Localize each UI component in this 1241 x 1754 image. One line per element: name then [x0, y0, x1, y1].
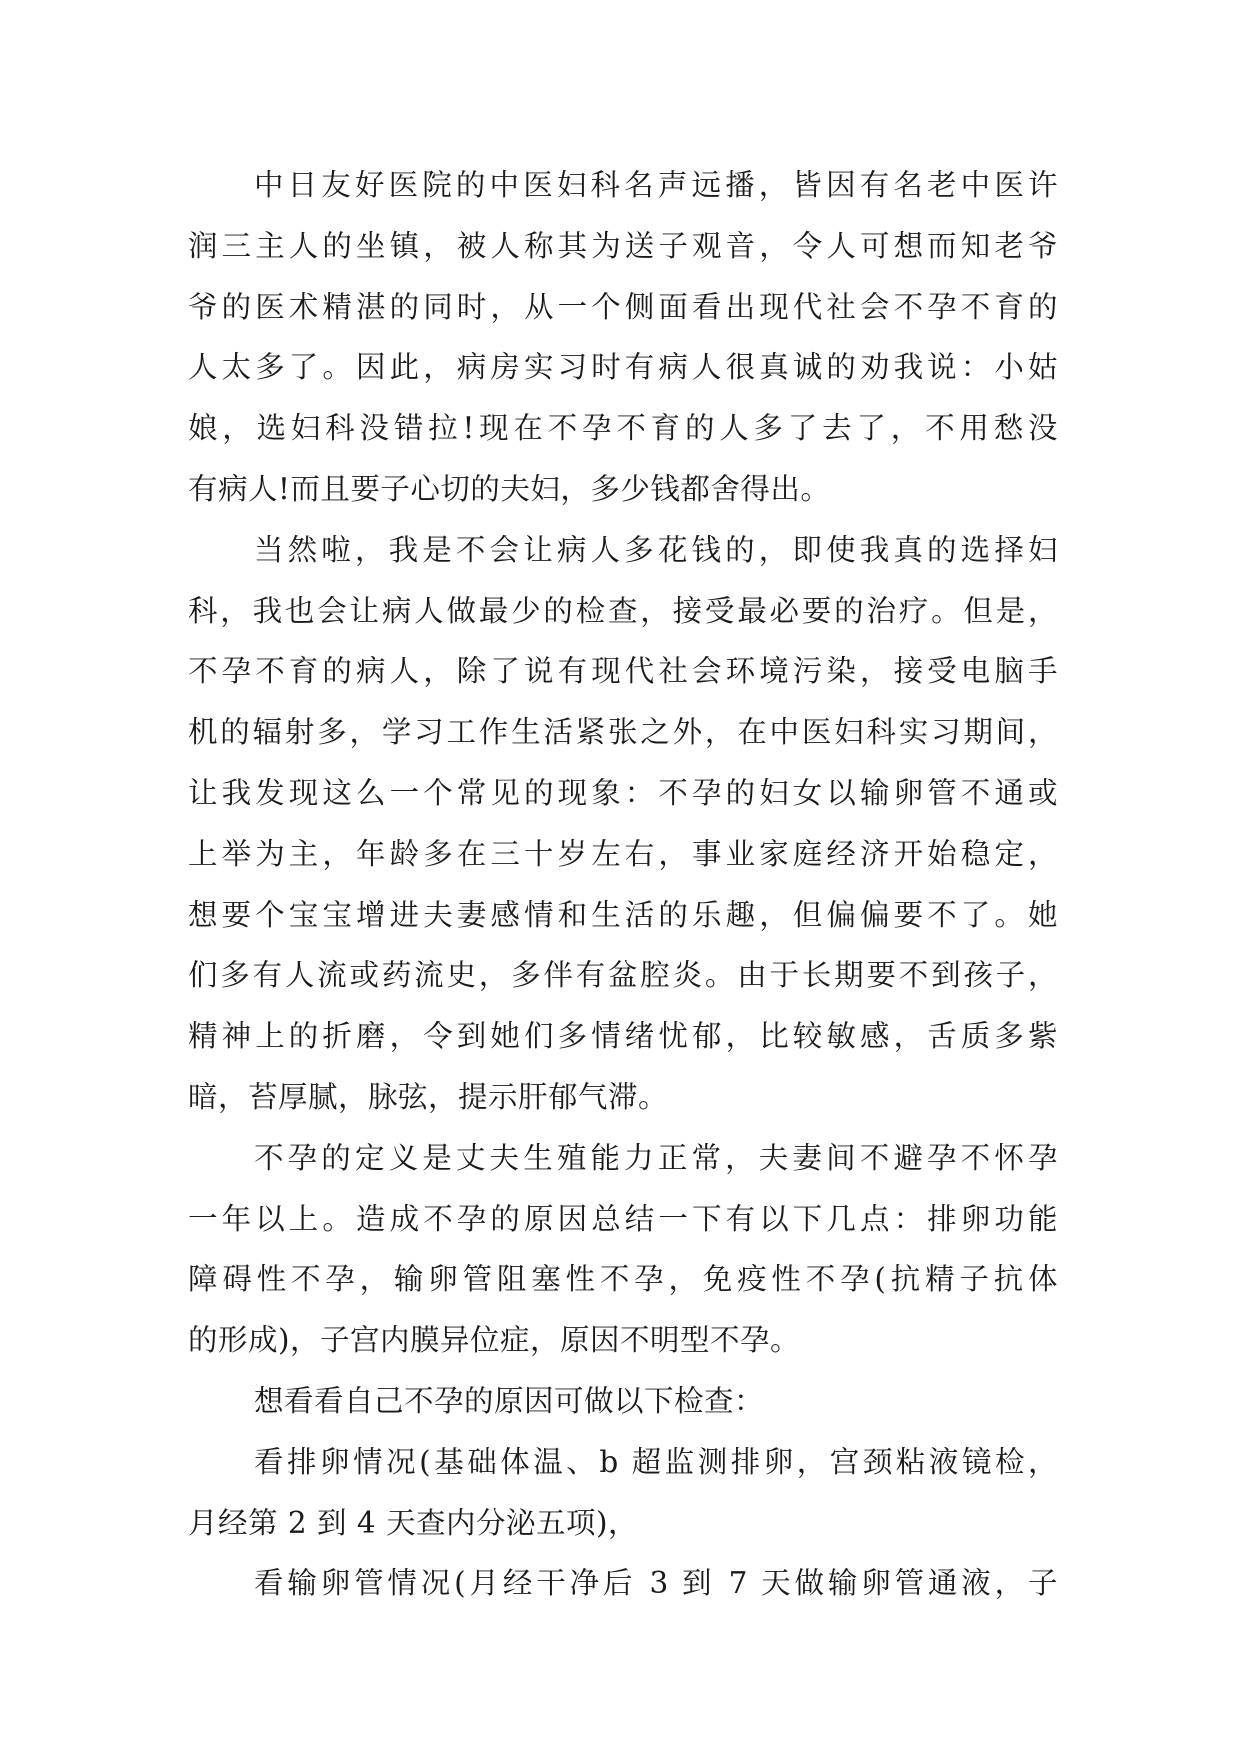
text-line: 月经第 2 到 4 天查内分泌五项)，	[188, 1505, 639, 1540]
paragraph-1	[188, 155, 1058, 520]
text-line: 想看看自己不孕的原因可做以下检查：	[254, 1383, 765, 1418]
document-page	[188, 155, 1058, 1614]
text-line: 不孕不育的病人，除了说有现代社会环境污染，接受电脑手	[188, 654, 1058, 689]
text-line: 上举为主，年龄多在三十岁左右，事业家庭经济开始稳定，	[188, 836, 1058, 871]
text-line: 中日友好医院的中医妇科名声远播，皆因有名老中医许	[254, 168, 1058, 202]
text-line: 不孕的定义是丈夫生殖能力正常，夫妻间不避孕不怀孕	[254, 1140, 1058, 1175]
text-line: 人太多了。因此，病房实习时有病人很真诚的劝我说：小姑	[188, 350, 1058, 385]
text-line: 看输卵管情况(月经干净后 3 到 7 天做输卵管通液，子	[254, 1566, 1058, 1601]
text-line: 看排卵情况(基础体温、b 超监测排卵，宫颈粘液镜检，	[254, 1444, 1058, 1479]
paragraph-4	[188, 1371, 1058, 1432]
text-line: 想要个宝宝增进夫妻感情和生活的乐趣，但偏偏要不了。她	[188, 897, 1058, 932]
text-line: 机的辐射多，学习工作生活紧张之外，在中医妇科实习期间，	[188, 715, 1058, 750]
text-line: 的形成)，子宫内膜异位症，原因不明型不孕。	[188, 1323, 801, 1358]
text-line: 们多有人流或药流史，多伴有盆腔炎。由于长期要不到孩子，	[188, 958, 1058, 993]
paragraph-6	[188, 1553, 1058, 1614]
text-line: 当然啦，我是不会让病人多花钱的，即使我真的选择妇	[254, 532, 1058, 567]
text-line: 科，我也会让病人做最少的检查，接受最必要的治疗。但是，	[188, 593, 1058, 628]
text-line: 让我发现这么一个常见的现象：不孕的妇女以输卵管不通或	[188, 775, 1058, 810]
text-line: 润三主人的坐镇，被人称其为送子观音，令人可想而知老爷	[188, 228, 1058, 263]
text-line: 精神上的折磨，令到她们多情绪忧郁，比较敏感，舌质多紫	[188, 1019, 1058, 1054]
text-line: 有病人!而且要子心切的夫妇，多少钱都舍得出。	[188, 471, 831, 506]
text-line: 障碍性不孕，输卵管阻塞性不孕，免疫性不孕(抗精子抗体	[188, 1262, 1058, 1297]
text-line: 一年以上。造成不孕的原因总结一下有以下几点：排卵功能	[188, 1201, 1058, 1236]
paragraph-5	[188, 1432, 1058, 1554]
text-line: 爷的医术精湛的同时，从一个侧面看出现代社会不孕不育的	[188, 289, 1058, 324]
text-line: 暗，苔厚腻，脉弦，提示肝郁气滞。	[188, 1079, 669, 1114]
paragraph-3	[188, 1128, 1058, 1371]
text-line: 娘，选妇科没错拉!现在不孕不育的人多了去了，不用愁没	[188, 411, 1058, 446]
paragraph-2	[188, 520, 1058, 1128]
